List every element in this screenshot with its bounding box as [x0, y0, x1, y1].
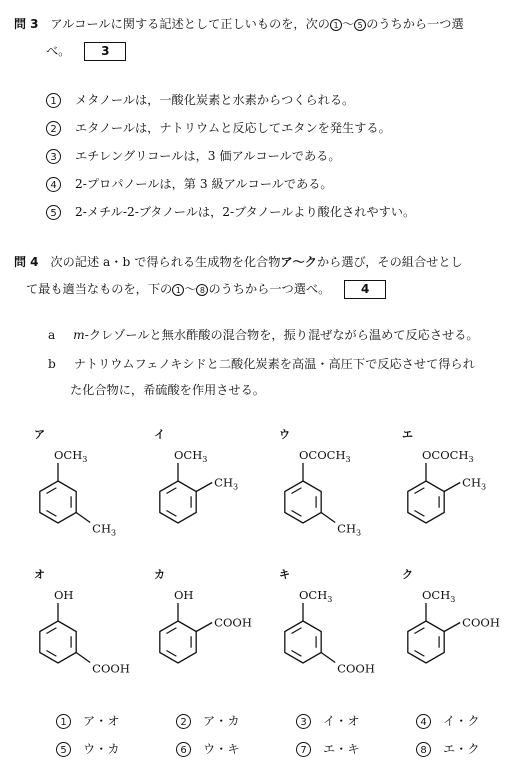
q3-option-2-num: 2 [46, 121, 61, 136]
q4-statement-a [48, 327, 479, 343]
compound-6-sub2: COOH [214, 615, 252, 630]
compound-8-label: ク [402, 568, 413, 581]
q4-choices-row-1 [56, 713, 486, 741]
compound-6-sub1: OH [174, 588, 194, 602]
q4-choice-4-num: 4 [416, 714, 431, 729]
q3-option-1-text: メタノールは，一酸化炭素と水素からつくられる。 [75, 93, 355, 107]
q4-statement-a-mark: a [48, 328, 56, 342]
q4-choice-4[interactable] [416, 713, 486, 741]
q3-range-end: 5 [354, 19, 366, 31]
compound-2-sub2: $CH_3$ [214, 475, 239, 492]
compound-4-double-bond-3 [414, 488, 424, 494]
q3-stem-tail: のうちから一つ選 [366, 17, 464, 31]
compound-4-label: エ [402, 428, 413, 441]
compound-4-bond-side [444, 483, 460, 492]
compound-2-double-bond-2 [166, 510, 176, 516]
compound-3-sub1: $OCOCH_3$ [299, 448, 351, 464]
compound-4-sub2: $CH_3$ [462, 475, 487, 492]
compound-3-bond-side [321, 513, 335, 523]
q4-label: 問 4 [14, 255, 39, 269]
q4-choice-4-text: イ・ク [443, 714, 480, 728]
q4-choices-row-2 [56, 741, 486, 769]
q3-stem-line1 [14, 16, 464, 32]
q4-choice-1[interactable] [56, 713, 176, 741]
compound-5-label: オ [34, 568, 45, 581]
compound-1-sub1: $OCH_3$ [54, 448, 88, 464]
q4-choice-7-text: エ・キ [323, 742, 360, 756]
q3-option-1-num: 1 [46, 93, 61, 108]
compound-4-sub1: $OCOCH_3$ [422, 448, 474, 464]
q3-option-3[interactable] [46, 148, 415, 176]
q4-range-end: 8 [196, 284, 208, 296]
compound-8-double-bond-2 [414, 650, 424, 656]
compound-3-sub2: $CH_3$ [337, 521, 362, 538]
compound-7-double-bond-2 [291, 650, 301, 656]
q4-range-start: 1 [172, 284, 184, 296]
compound-1-double-bond-2 [46, 510, 56, 516]
q4-choice-2[interactable] [176, 713, 296, 741]
q3-option-5-num: 5 [46, 205, 61, 220]
q4-stem-text: 次の記述 a・b で得られる生成物を化合物 [50, 255, 281, 269]
q4-statement-b-text: ナトリウムフェノキシドと二酸化炭素を高温・高圧下で反応させて得られ [73, 357, 475, 371]
q3-option-2[interactable] [46, 120, 415, 148]
q3-stem-line2-text: べ。 [46, 44, 71, 58]
compound-5-bond-side [76, 653, 90, 663]
compound-2-sub1: $OCH_3$ [174, 448, 208, 464]
q4-stem-tail: から選び，その組合せとし [316, 255, 463, 269]
q4-choice-6-text: ウ・キ [203, 742, 240, 756]
q4-choice-7-num: 7 [296, 742, 311, 757]
compound-8-sub2: COOH [462, 615, 500, 630]
compound-7-double-bond-3 [291, 628, 301, 634]
q4-choice-7[interactable] [296, 741, 416, 769]
q4-choice-3-num: 3 [296, 714, 311, 729]
q4-choice-2-text: ア・カ [203, 714, 240, 728]
q4-stem-line2 [26, 280, 386, 299]
q4-statement-b-cont [70, 382, 265, 398]
q4-choice-8-num: 8 [416, 742, 431, 757]
compound-3-label: ウ [279, 428, 290, 441]
q3-range-sep: 〜 [342, 17, 355, 31]
compound-7-sub2: COOH [337, 661, 375, 676]
compound-7-label: キ [279, 568, 290, 581]
q4-answer-box[interactable]: 4 [344, 280, 386, 299]
compound-3-double-bond-3 [291, 488, 301, 494]
q4-choice-6[interactable] [176, 741, 296, 769]
q3-answer-box[interactable]: 3 [84, 42, 126, 61]
q3-option-5[interactable] [46, 204, 415, 232]
q3-option-2-text: エタノールは，ナトリウムと反応してエタンを発生する。 [75, 121, 391, 135]
q4-stem-line2-head: て最も適当なものを，下の [26, 282, 173, 296]
q4-choice-5[interactable] [56, 741, 176, 769]
q4-range-sep: 〜 [184, 282, 197, 296]
q4-choice-1-text: ア・オ [83, 714, 120, 728]
q4-stem-line1 [14, 254, 463, 270]
q4-statement-a-italic: m [73, 328, 85, 342]
q3-option-3-num: 3 [46, 149, 61, 164]
q4-statement-b [48, 356, 475, 372]
compound-2-label: イ [154, 428, 165, 441]
q4-stem-range: ア〜ク [280, 255, 317, 269]
compound-8-double-bond-3 [414, 628, 424, 634]
compound-1-bond-side [76, 513, 90, 523]
q3-option-5-text: 2-メチル-2-ブタノールは，2-ブタノールより酸化されやすい。 [75, 205, 416, 219]
compound-structures [0, 420, 520, 700]
q3-label: 問 3 [14, 17, 39, 31]
compound-8-sub1: $OCH_3$ [422, 588, 456, 604]
q3-option-1[interactable] [46, 92, 415, 120]
q4-choices [56, 713, 486, 769]
compound-5-sub1: OH [54, 588, 74, 602]
q4-stem-line2-tail: のうちから一つ選べ。 [208, 282, 331, 296]
q3-stem-text: アルコールに関する記述として正しいものを，次の [50, 17, 330, 31]
compound-2-bond-side [196, 483, 212, 492]
q3-option-3-text: エチレングリコールは，3 価アルコールである。 [75, 149, 341, 163]
compound-5-double-bond-2 [46, 650, 56, 656]
q4-statement-a-text: -クレゾールと無水酢酸の混合物を，振り混ぜながら温めて反応させる。 [84, 328, 479, 342]
compound-8-bond-side [444, 623, 460, 632]
compound-4-double-bond-2 [414, 510, 424, 516]
q4-choice-6-num: 6 [176, 742, 191, 757]
compound-1-sub2: $CH_3$ [92, 521, 117, 538]
q4-choice-3[interactable] [296, 713, 416, 741]
q4-statement-b-mark: b [48, 357, 56, 371]
compound-5-double-bond-3 [46, 628, 56, 634]
q4-choice-1-num: 1 [56, 714, 71, 729]
compound-7-bond-side [321, 653, 335, 663]
q4-choice-2-num: 2 [176, 714, 191, 729]
q4-choice-5-text: ウ・カ [83, 742, 120, 756]
compound-2-double-bond-3 [166, 488, 176, 494]
q4-choice-8[interactable] [416, 741, 486, 769]
compound-1-double-bond-3 [46, 488, 56, 494]
q4-choice-5-num: 5 [56, 742, 71, 757]
q3-options [46, 92, 415, 232]
compound-1-label: ア [34, 428, 45, 441]
q3-stem-line2 [46, 42, 126, 61]
compound-3-double-bond-2 [291, 510, 301, 516]
compound-6-label: カ [154, 568, 165, 581]
q3-option-4[interactable] [46, 176, 415, 204]
compound-5-sub2: COOH [92, 661, 130, 676]
compound-7-sub1: $OCH_3$ [299, 588, 333, 604]
q3-range-start: 1 [330, 19, 342, 31]
q4-choice-3-text: イ・オ [323, 714, 360, 728]
q4-choice-8-text: エ・ク [443, 742, 480, 756]
q4-statement-b-text2: た化合物に，希硫酸を作用させる。 [70, 383, 265, 397]
compound-6-double-bond-3 [166, 628, 176, 634]
compound-6-double-bond-2 [166, 650, 176, 656]
q3-option-4-text: 2-プロパノールは，第 3 級アルコールである。 [75, 177, 333, 191]
q3-option-4-num: 4 [46, 177, 61, 192]
compound-6-bond-side [196, 623, 212, 632]
